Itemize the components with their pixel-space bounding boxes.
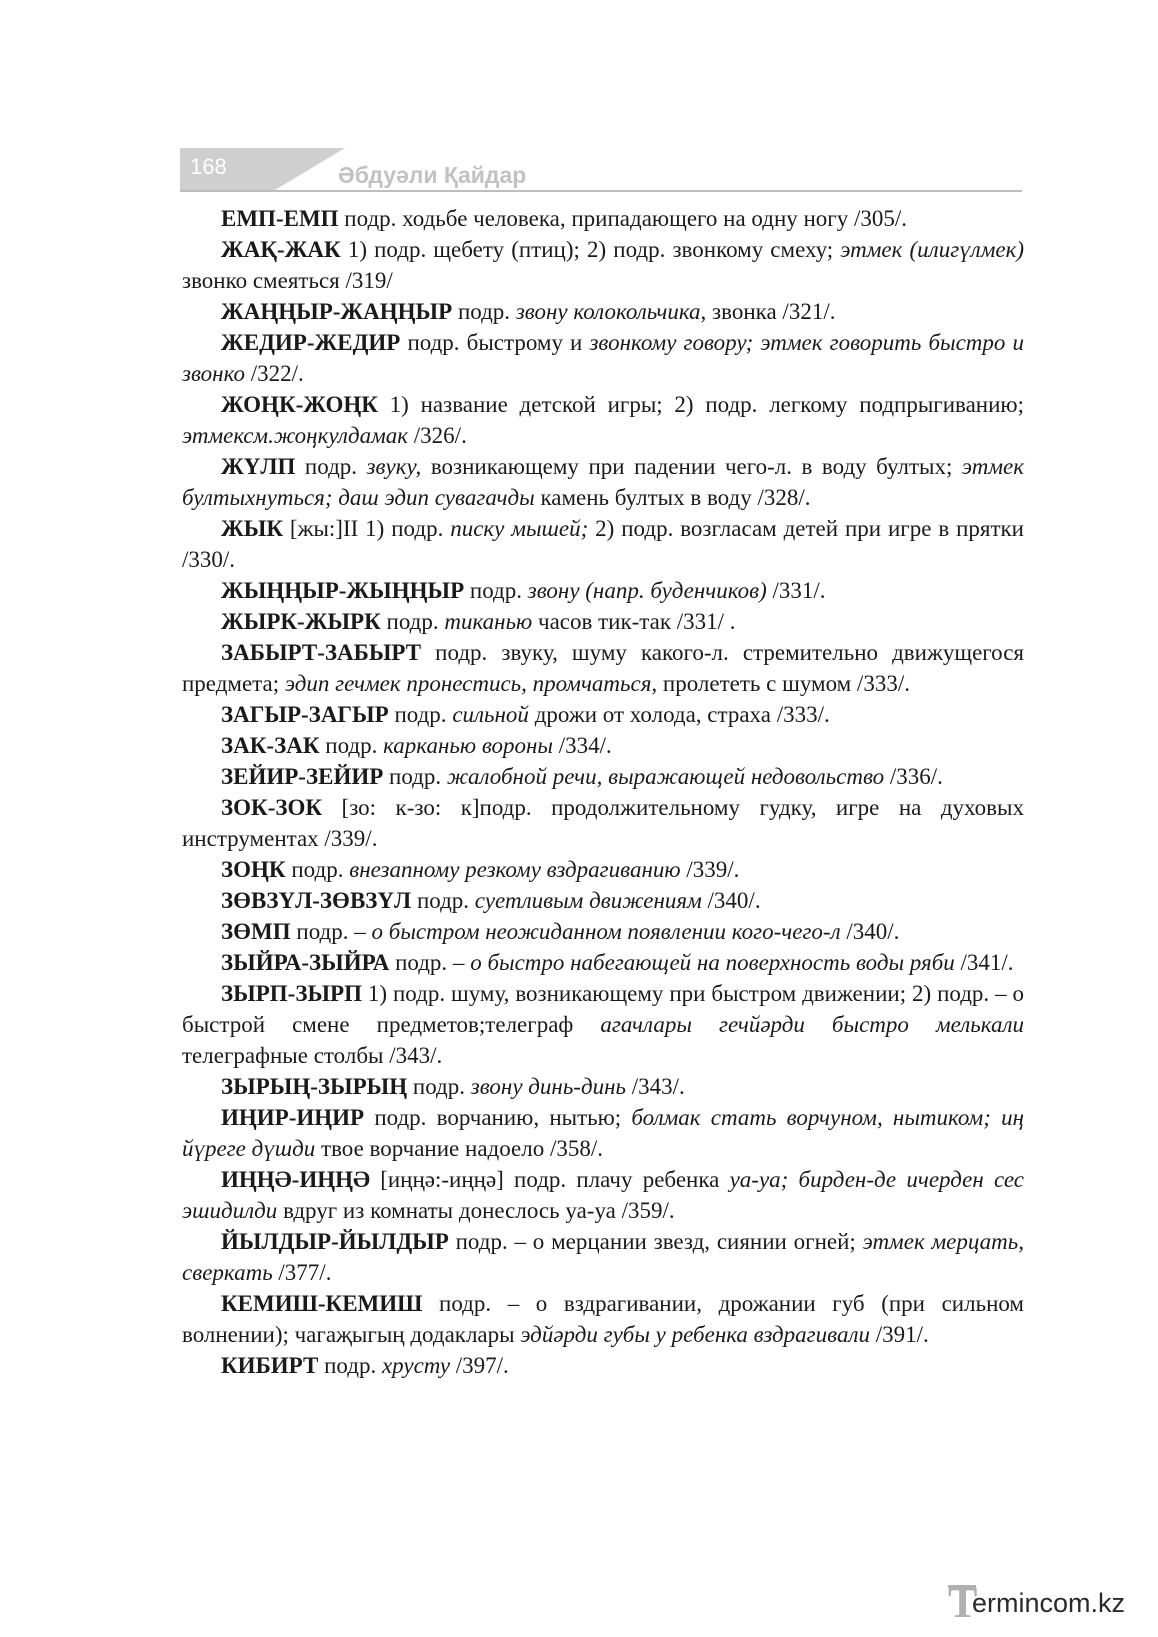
entry-text: подр. — [319, 733, 384, 758]
entry-text: подр. звуку, шуму какого-л. стремительно движущегося предмета; — [182, 640, 1024, 696]
dictionary-entry — [182, 389, 1024, 451]
entry-text: 2) подр. возгласам детей при игре в прятки /330/. — [182, 516, 1024, 572]
entry-text: [зо: к-зо: к]подр. продолжительному гудку, игре на духовых инструментах /339/. — [182, 795, 1024, 851]
entry-text: /340/. — [701, 888, 761, 913]
entry-headword: ЖЫК — [221, 516, 284, 541]
dictionary-entries — [182, 203, 1024, 1381]
entry-text: подр. быстрому и — [400, 330, 590, 355]
entry-text: подр. – — [389, 950, 471, 975]
entry-text: пролететь с шумом /333/. — [657, 671, 910, 696]
running-header-author: Әбдуәли Қайдар — [338, 162, 527, 188]
entry-headword: ЗЕЙИР-ЗЕЙИР — [221, 764, 384, 789]
dictionary-entry — [182, 1226, 1024, 1288]
entry-text: [жы:]II 1) подр. — [283, 516, 451, 541]
entry-italic-text: уа-уа; бирден-де ичерден сес эшидилди — [182, 1167, 1024, 1223]
entry-headword: ЖЫРК-ЖЫРК — [221, 609, 381, 634]
entry-text: /341/. — [954, 950, 1014, 975]
dictionary-entry — [182, 296, 1024, 327]
entry-italic-text: этмек мерцать, сверкать — [182, 1229, 1024, 1285]
entry-headword: ЗЫЙРА-ЗЫЙРА — [221, 950, 390, 975]
entry-headword: ЖАҚ-ЖАК — [221, 237, 341, 262]
dictionary-entry — [182, 451, 1024, 513]
entry-headword: ЖОҢК-ЖОҢК — [221, 392, 378, 417]
entry-text: подр. — [452, 299, 516, 324]
entry-text: /343/. — [625, 1074, 685, 1099]
entry-italic-text: жалобной речи, выражающей недовольство — [446, 764, 885, 789]
entry-headword: ЗОК-ЗОК — [221, 795, 323, 820]
dictionary-entry — [182, 575, 1024, 606]
entry-italic-text: хрусту — [381, 1353, 451, 1378]
entry-italic-text: звону (напр. буденчиков) — [527, 578, 767, 603]
dictionary-entry — [182, 1102, 1024, 1164]
entry-headword: ЗӨМП — [221, 919, 291, 944]
entry-headword: КИБИРТ — [221, 1353, 319, 1378]
entry-text: /397/. — [450, 1353, 509, 1378]
entry-text: твое ворчание надоело /358/. — [315, 1136, 603, 1161]
dictionary-entry — [182, 885, 1024, 916]
entry-text: подр. – о вздрагивании, дрожании губ (при сильном волнении); чагаҗыгың додаклары — [182, 1291, 1024, 1347]
header-tab-slant — [275, 148, 345, 190]
entry-text: , звонка /321/. — [700, 299, 836, 324]
entry-headword: ЖҮЛП — [221, 454, 296, 479]
entry-italic-text: суетливым движениям — [474, 888, 702, 913]
entry-italic-text: этмексм.жоңкулдамак — [182, 423, 409, 448]
entry-text: подр. — [388, 702, 453, 727]
entry-text: /334/. — [553, 733, 612, 758]
dictionary-entry — [182, 606, 1024, 637]
entry-text: /326/. — [408, 423, 467, 448]
entry-italic-text: звуку, — [366, 454, 422, 479]
entry-italic-text: сильной — [452, 702, 529, 727]
entry-headword: ЗАГЫР-ЗАГЫР — [221, 702, 389, 727]
entry-italic-text: этмек бултыхнуться; даш эдип сувагачды — [182, 454, 1024, 510]
entry-headword: ЗЫРЫҢ-ЗЫРЫҢ — [221, 1074, 408, 1099]
entry-headword: ИҢИР-ИҢИР — [221, 1105, 365, 1130]
entry-text: 1) подр. шуму, возникающему при быстром движении; 2) подр. – о быстрой смене предметов;телеграф — [182, 981, 1024, 1037]
dictionary-entry — [182, 761, 1024, 792]
entry-text: 1) название детской игры; 2) подр. легкому подпрыгиванию; — [377, 392, 1024, 417]
entry-text: часов тик-так /331/ . — [532, 609, 736, 634]
page-number-box — [180, 148, 275, 190]
entry-text: подр. — [464, 578, 528, 603]
dictionary-entry — [182, 699, 1024, 730]
entry-text: /322/. — [244, 361, 304, 386]
entry-italic-text: карканью вороны — [383, 733, 554, 758]
entry-text: подр. — [318, 1353, 382, 1378]
entry-italic-text: агачлары гечйәрди быстро мелькали — [600, 1012, 1024, 1037]
dictionary-entry — [182, 1288, 1024, 1350]
entry-headword: ЖЕДИР-ЖЕДИР — [221, 330, 401, 355]
entry-italic-text: писку мышей; — [450, 516, 589, 541]
entry-text: дрожи от холода, страха /333/. — [528, 702, 830, 727]
dictionary-entry — [182, 916, 1024, 947]
entry-text: [иңңә:-иңңә] подр. плачу ребенка — [369, 1167, 730, 1192]
entry-italic-text: эдйәрди губы у ребенка вздрагивали — [520, 1322, 870, 1347]
entry-headword: ЗЫРП-ЗЫРП — [221, 981, 362, 1006]
entry-headword: ЙЫЛДЫР-ЙЫЛДЫР — [221, 1229, 449, 1254]
entry-headword: ЖАҢҢЫР-ЖАҢҢЫР — [221, 299, 453, 324]
dictionary-entry — [182, 234, 1024, 296]
entry-text: возникающему при падении чего-л. в воду бултых; — [421, 454, 962, 479]
entry-italic-text: звонкому говору; этмек говорить быстро и звонко — [182, 330, 1024, 386]
entry-italic-text: о быстро набегающей на поверхность воды ряби — [470, 950, 955, 975]
entry-italic-text: болмак стать ворчуном, нытиком; иң йүреге дүшди — [182, 1105, 1024, 1161]
entry-italic-text: эдип гечмек пронестись, промчаться, — [284, 671, 658, 696]
entry-text: подр. — [407, 1074, 471, 1099]
dictionary-entry — [182, 947, 1024, 978]
dictionary-entry — [182, 792, 1024, 854]
entry-text: подр. ходьбе человека, припадающего на одну ногу /305/. — [338, 206, 908, 231]
entry-text: /336/. — [884, 764, 943, 789]
entry-text: подр. – — [290, 919, 372, 944]
dictionary-entry — [182, 730, 1024, 761]
dictionary-entry — [182, 203, 1024, 234]
entry-text: звонко смеяться /319/ — [182, 268, 393, 293]
entry-italic-text: тиканью — [444, 609, 533, 634]
entry-text: подр. — [383, 764, 447, 789]
page-number: 168 — [190, 154, 227, 179]
entry-text: подр. — [285, 857, 350, 882]
entry-headword: КЕМИШ-КЕМИШ — [221, 1291, 423, 1316]
dictionary-entry — [182, 978, 1024, 1071]
entry-text: подр. – о мерцании звезд, сиянии огней; — [448, 1229, 863, 1254]
entry-text: камень бултых в воду /328/. — [534, 485, 811, 510]
entry-text: /391/. — [869, 1322, 929, 1347]
dictionary-entry — [182, 513, 1024, 575]
entry-headword: ЕМП-ЕМП — [221, 206, 339, 231]
entry-italic-text: звону динь-динь — [470, 1074, 626, 1099]
entry-text: вдруг из комнаты донеслось уа-уа /359/. — [277, 1198, 675, 1223]
entry-text: /340/. — [840, 919, 900, 944]
dictionary-entry — [182, 327, 1024, 389]
header-rule — [180, 190, 1022, 192]
entry-text: подр. ворчанию, нытью; — [364, 1105, 632, 1130]
entry-text: /377/. — [272, 1260, 332, 1285]
entry-italic-text: о быстром неожиданном появлении кого-чего-л — [371, 919, 841, 944]
entry-text: подр. — [295, 454, 367, 479]
entry-text: 1) подр. щебету (птиц); 2) подр. звонкому смеху; — [340, 237, 841, 262]
entry-text: подр. — [380, 609, 445, 634]
dictionary-entry — [182, 1164, 1024, 1226]
entry-headword: ЗОҢК — [221, 857, 286, 882]
entry-text: телеграфные столбы /343/. — [182, 1043, 443, 1068]
dictionary-entry — [182, 637, 1024, 699]
watermark-text: ermincom.kz — [972, 1588, 1126, 1618]
entry-headword: ЗАК-ЗАК — [221, 733, 320, 758]
entry-text: подр. — [411, 888, 475, 913]
entry-headword: ЖЫҢҢЫР-ЖЫҢҢЫР — [221, 578, 465, 603]
entry-text: /339/. — [680, 857, 740, 882]
watermark-logo-letter: T — [948, 1578, 978, 1627]
running-header — [180, 148, 1022, 193]
dictionary-entry — [182, 854, 1024, 885]
entry-headword: ЗӨВЗҮЛ-ЗӨВЗҮЛ — [221, 888, 412, 913]
entry-headword: ИҢҢӘ-ИҢҢӘ — [221, 1167, 370, 1192]
entry-italic-text: звону колокольчика — [515, 299, 701, 324]
dictionary-entry — [182, 1350, 1024, 1381]
dictionary-entry — [182, 1071, 1024, 1102]
entry-italic-text: внезапному резкому вздрагиванию — [349, 857, 681, 882]
entry-italic-text: этмек (илигүлмек) — [840, 237, 1024, 262]
entry-headword: ЗАБЫРТ-ЗАБЫРТ — [221, 640, 422, 665]
entry-text: /331/. — [766, 578, 826, 603]
